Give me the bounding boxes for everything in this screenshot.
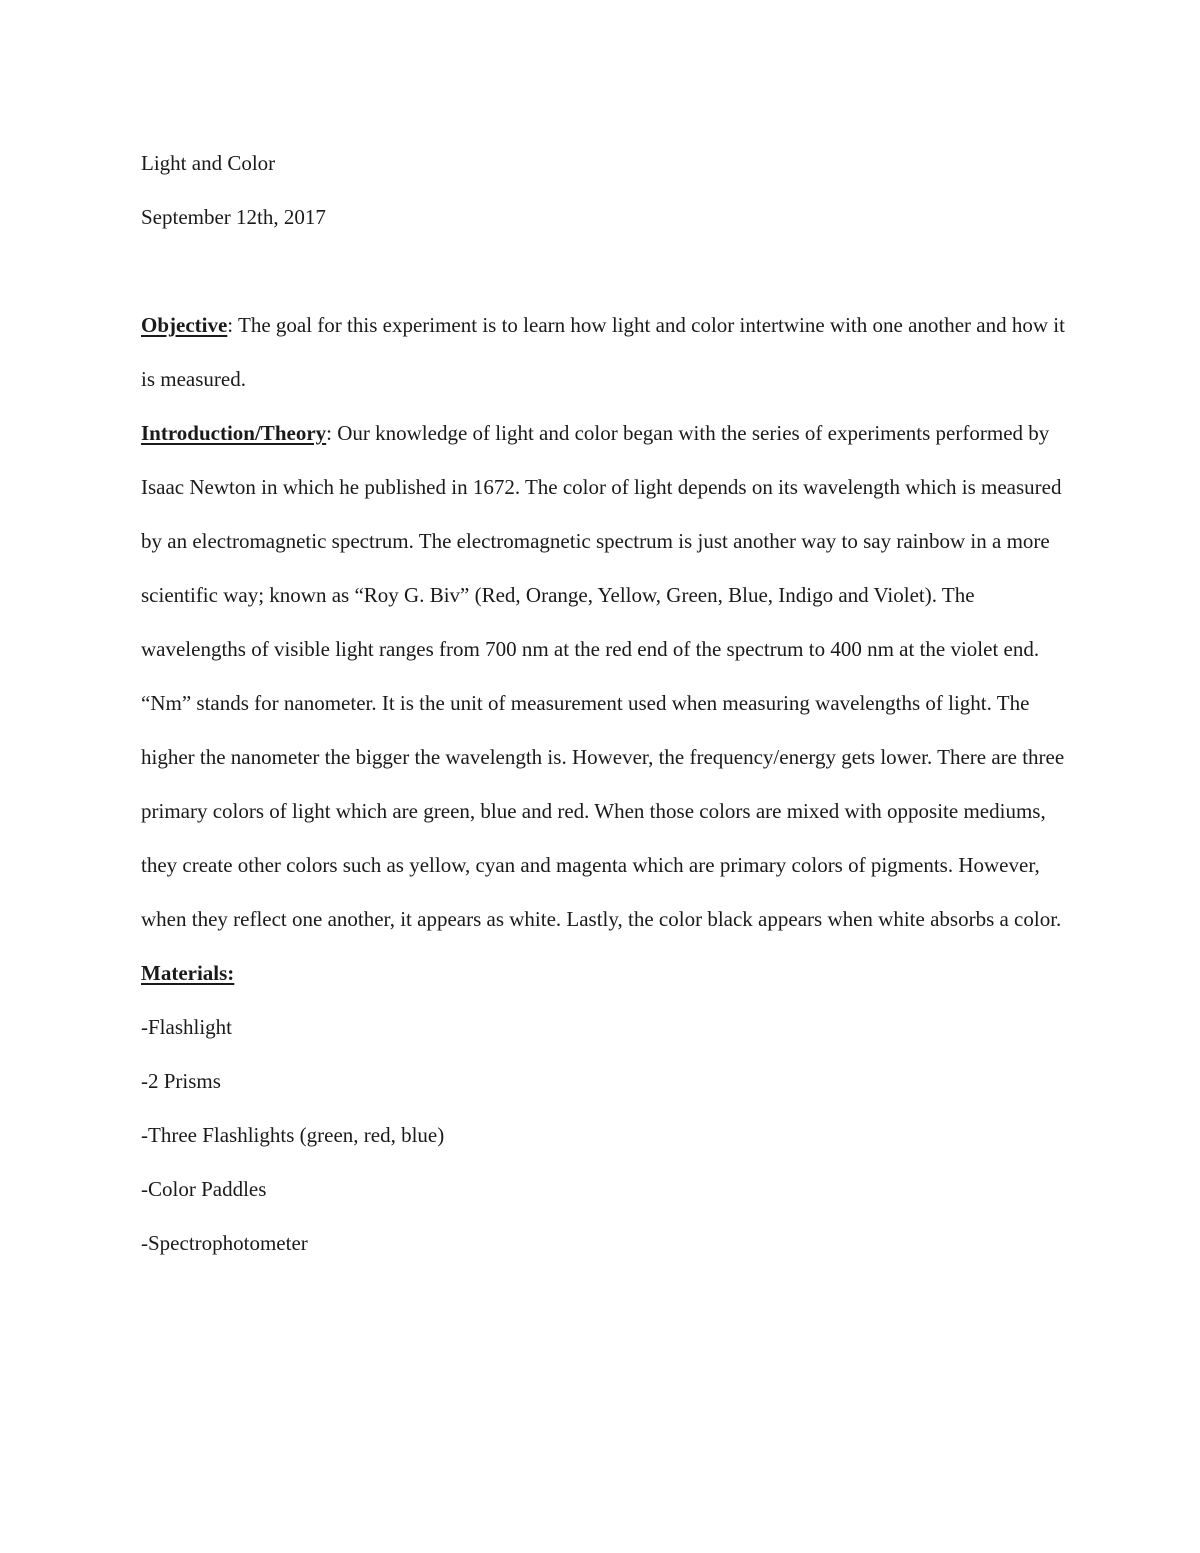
list-item: -Three Flashlights (green, red, blue) xyxy=(141,1123,445,1147)
spacer xyxy=(141,244,1066,298)
document-page xyxy=(141,136,1066,1270)
document-date: September 12th, 2017 xyxy=(141,205,326,229)
materials-list xyxy=(141,1000,1066,1270)
objective-paragraph xyxy=(141,298,1066,406)
objective-text: : The goal for this experiment is to learn how light and color intertwine with one another and how it is measured. xyxy=(141,313,1065,391)
introduction-text: : Our knowledge of light and color began with the series of experiments performed by Isaac Newton in which he published in 1672. The color of light depends on its wavelength which is measured by an electromagnetic spectrum. The electromagnetic spectrum is just another way to say rainbow in a more scientific way; known as “Roy G. Biv” (Red, Orange, Yellow, Green, Blue, Indigo and Violet). The wavelengths of visible light ranges from 700 nm at the red end of the spectrum to 400 nm at the violet end. “Nm” stands for nanometer. It is the unit of measurement used when measuring wavelengths of light. The higher the nanometer the bigger the wavelength is. However, the frequency/energy gets lower. There are three primary colors of light which are green, blue and red. When those colors are mixed with opposite mediums, they create other colors such as yellow, cyan and magenta which are primary colors of pigments. However, when they reflect one another, it appears as white. Lastly, the color black appears when white absorbs a color. xyxy=(141,421,1065,931)
list-item: -Color Paddles xyxy=(141,1177,267,1201)
introduction-heading: Introduction/Theory xyxy=(141,421,327,445)
document-title: Light and Color xyxy=(141,151,276,175)
materials-heading: Materials: xyxy=(141,961,235,985)
objective-heading: Objective xyxy=(141,313,228,337)
list-item: -Spectrophotometer xyxy=(141,1231,308,1255)
list-item: -2 Prisms xyxy=(141,1069,221,1093)
list-item: -Flashlight xyxy=(141,1015,233,1039)
introduction-paragraph xyxy=(141,406,1066,946)
